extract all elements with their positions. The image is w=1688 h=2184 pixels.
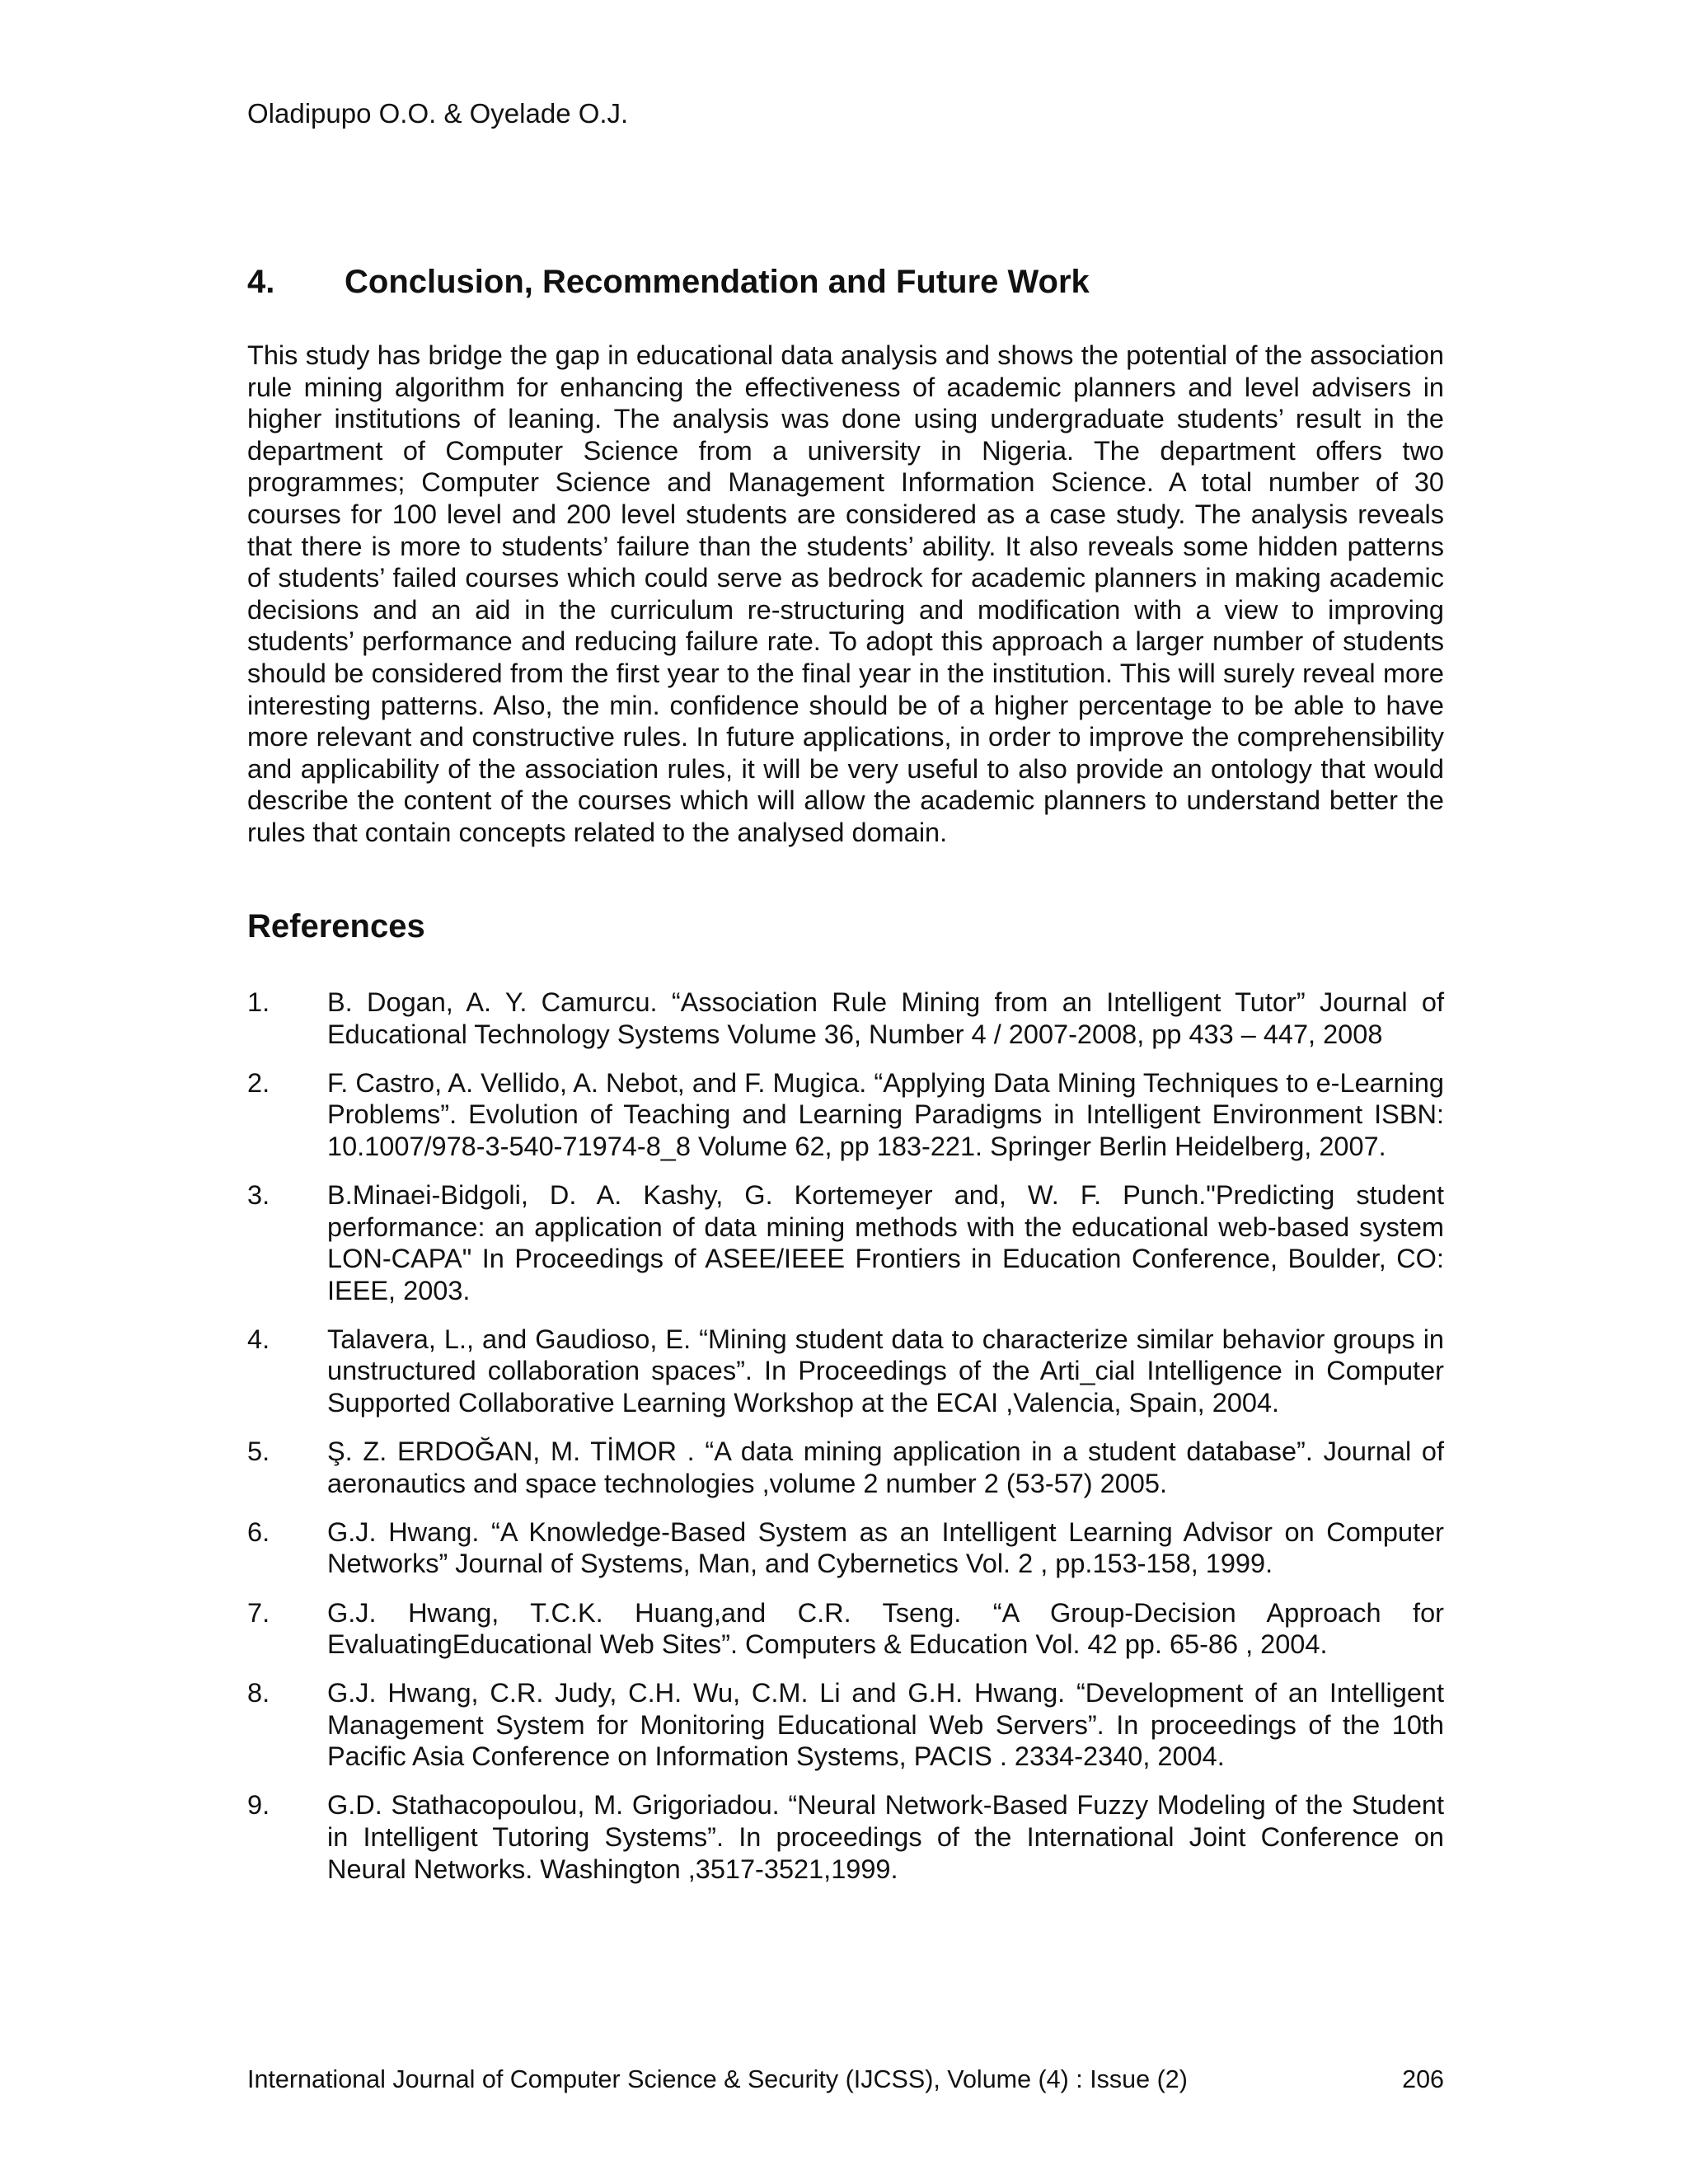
reference-item [247, 1436, 1444, 1499]
reference-text: B. Dogan, A. Y. Camurcu. “Association Rule Mining from an Intelligent Tutor” Journal of Educational Technology Systems Volume 36, Number 4 / 2007-2008, pp 433 – 447, 2008 [327, 987, 1444, 1049]
reference-item [247, 1789, 1444, 1885]
reference-number: 6. [247, 1516, 270, 1547]
reference-text: Ş. Z. ERDOĞAN, M. TİMOR . “A data mining application in a student database”. Journal of aeronautics and space technologies ,volume 2 number 2 (53-57) 2005. [327, 1436, 1444, 1498]
reference-item [247, 1324, 1444, 1419]
page-number: 206 [1402, 2065, 1444, 2093]
reference-item [247, 1516, 1444, 1580]
references-heading: References [247, 908, 425, 944]
reference-text: F. Castro, A. Vellido, A. Nebot, and F. Mugica. “Applying Data Mining Techniques to e-Learning Problems”. Evolution of Teaching and Learning Paradigms in Intelligent Environment ISBN: 10.1007/978-3-540-71974-8_8 Volume 62, pp 183-221. Springer Berlin Heidelberg, 2007. [327, 1067, 1444, 1161]
reference-item [247, 1067, 1444, 1163]
section-title: Conclusion, Recommendation and Future Work [345, 264, 1090, 300]
reference-item [247, 1677, 1444, 1773]
reference-text: Talavera, L., and Gaudioso, E. “Mining student data to characterize similar behavior groups in unstructured collaboration spaces”. In Proceedings of the Arti_cial Intelligence in Computer Supported Collaborative Learning Workshop at the ECAI ,Valencia, Spain, 2004. [327, 1324, 1444, 1418]
reference-list [247, 987, 1444, 1902]
reference-text: G.J. Hwang. “A Knowledge-Based System as an Intelligent Learning Advisor on Computer Networks” Journal of Systems, Man, and Cybernetics Vol. 2 , pp.153-158, 1999. [327, 1516, 1444, 1579]
section-heading [247, 262, 1090, 302]
reference-text: G.D. Stathacopoulou, M. Grigoriadou. “Neural Network-Based Fuzzy Modeling of the Student in Intelligent Tutoring Systems”. In proceedings of the International Joint Conference on Neural Networks. Washington ,3517-3521,1999. [327, 1790, 1444, 1884]
reference-text: G.J. Hwang, C.R. Judy, C.H. Wu, C.M. Li and G.H. Hwang. “Development of an Intelligent Management System for Monitoring Educational Web Servers”. In proceedings of the 10th Pacific Asia Conference on Information Systems, PACIS . 2334-2340, 2004. [327, 1678, 1444, 1772]
section-number: 4. [247, 264, 275, 300]
reference-number: 4. [247, 1324, 270, 1354]
running-head: Oladipupo O.O. & Oyelade O.J. [247, 98, 629, 129]
reference-text: G.J. Hwang, T.C.K. Huang,and C.R. Tseng. “A Group-Decision Approach for EvaluatingEducational Web Sites”. Computers & Education Vol. 42 pp. 65-86 , 2004. [327, 1597, 1444, 1660]
reference-number: 7. [247, 1597, 270, 1628]
reference-text: B.Minaei-Bidgoli, D. A. Kashy, G. Kortemeyer and, W. F. Punch."Predicting student performance: an application of data mining methods with the educational web-based system LON-CAPA" In Proceedings of ASEE/IEEE Frontiers in Education Conference, Boulder, CO: IEEE, 2003. [327, 1179, 1444, 1305]
reference-number: 1. [247, 987, 270, 1017]
reference-number: 8. [247, 1678, 270, 1708]
reference-number: 5. [247, 1436, 270, 1467]
reference-item [247, 987, 1444, 1050]
reference-item [247, 1179, 1444, 1306]
reference-item [247, 1597, 1444, 1661]
conclusion-paragraph: This study has bridge the gap in educational data analysis and shows the potential of the association rule mining algorithm for enhancing the effectiveness of academic planners and level advisers in higher institutions of leaning. The analysis was done using undergraduate students’ result in the department of Computer Science from a university in Nigeria. The department offers two programmes; Computer Science and Management Information Science. A total number of 30 courses for 100 level and 200 level students are considered as a case study. The analysis reveals that there is more to students’ failure than the students’ ability. It also reveals some hidden patterns of students’ failed courses which could serve as bedrock for academic planners in making academic decisions and an aid in the curriculum re-structuring and modification with a view to improving students’ performance and reducing failure rate. To adopt this approach a larger number of students should be considered from the first year to the final year in the institution. This will surely reveal more interesting patterns. Also, the min. confidence should be of a higher percentage to be able to have more relevant and constructive rules. In future applications, in order to improve the comprehensibility and applicability of the association rules, it will be very useful to also provide an ontology that would describe the content of the courses which will allow the academic planners to understand better the rules that contain concepts related to the analysed domain. [247, 340, 1444, 847]
reference-number: 9. [247, 1790, 270, 1821]
page-footer [247, 2064, 1444, 2095]
journal-citation: International Journal of Computer Science & Security (IJCSS), Volume (4) : Issue (2) [247, 2065, 1188, 2093]
reference-number: 2. [247, 1067, 270, 1098]
reference-number: 3. [247, 1179, 270, 1210]
